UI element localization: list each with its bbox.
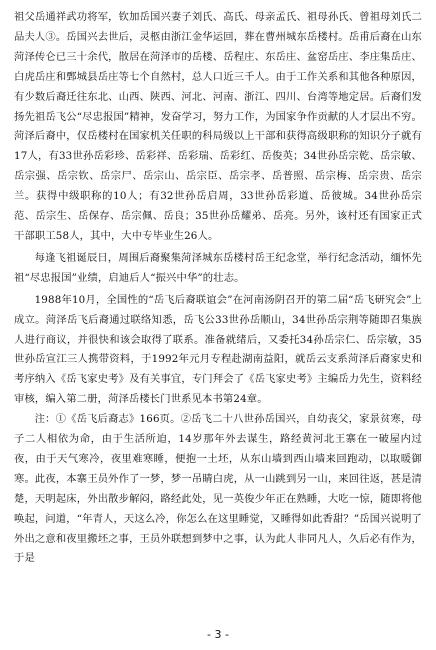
paragraph-family-history: 祖父岳通祥武功将军，钦加岳国兴妻子刘氏、高氏、母亲孟氏、祖母孙氏、曾祖母刘氏二品夫人③。岳国兴去世后，灵柩由浙江金华运回，葬在曹州城东岳楼村。岳甫后裔在山东菏泽传仑已三十余代，散居在菏泽市的岳楼、岳程庄、东岳庄、盆窑岳庄、李庄集岳庄、白虎岳庄和鄄城县岳庄等七个自然村，总人口近三千人。由于工作关系和其他各种原因，有少数后裔迁往东北、山西、陕西、河北、河南、浙江、四川、台湾等地定居。后裔们发扬先祖岳飞公“尽忠报国”精神，发奋学习，努力工作，为国家争作贡献的人才层出不穷。菏泽后裔中，仅岳楼村在国家机关任职的科局级以上干部和获得高级职称的知识分子就有17人，有33世孙岳彩珍、岳彩祥、岳彩瑞、岳彩红、岳俊英；34世孙岳宗乾、岳宗敏、岳宗强、岳宗钦、岳宗尸、岳宗山、岳宗臣、岳宗孝、岳普照、岳宗梅、岳宗贵、岳宗兰。获得中级职称的10人；有32世孙岳启周，33世孙岳彩道、岳彼城。34世孙岳宗范、岳宗生、岳保存、岳宗佩、岳良；35世孙岳耀弟、岳亮。另外，该村还有国家正式干部职工58人，其中，大中专毕业生26人。 — [14, 11, 422, 242]
paragraph-commemoration: 每逢飞祖诞辰日，周围后裔聚集菏泽城东岳楼村岳王纪念堂，举行纪念活动，缅怀先祖“尽忠报国”业绩，启迪后人“振兴中华”的壮志。 — [14, 251, 422, 284]
paragraph-notes: 注：①《岳飞后裔志》166页。②岳飞二十八世孙岳国兴，自幼丧父，家景贫寒，母子二人相依为命，由于生活所迫，14岁那年外去谋生，路经黄河北王寨在一破屋内过夜，由于天气寒冷，夜里难寒睡，便抱一土坯，从东山墙到西山墙来回跑动，以取暖御寒。此夜，本寨王员外作了一梦，梦一吊睛白虎，从一山跳到另一山，来回往返，甚是清楚，天明起床，外出散步解闷，路经此处，见一英俊少年正在熟睡，大吃一惊，随即将他唤起，问道，“年青人，天这么冷，你怎么在这里睡觉，又睡得如此香甜？”岳国兴说明了外出之意和夜里搬坯之事，王员外联想到梦中之事，认为此人非同凡人，久后必有作为，于是 — [14, 413, 422, 565]
paragraph-association: 1988年10月，全国性的“岳飞后裔联谊会”在河南汤阴召开的第二届“岳飞研究会”上成立。菏泽岳飞后裔通过联络知悉，岳飞公33世孙岳顺山，34世孙岳宗荆等随即召集族人进行商议，并很快和该会取得了联系。准备就绪后，又委托34孙岳宗仁、岳宗敏，35世孙岳宣江三人携带资料，于1992年元月专程赴湖南益阳，就岳云支系菏泽后裔家史和考序纳入《岳飞家史考》及有关事宜，专门拜会了《岳飞家史考》主编岳力先生，资料经审核，编入第二册，菏泽岳楼长门世系见本书第24章。 — [14, 293, 422, 406]
page-number: - 3 - — [207, 628, 229, 641]
